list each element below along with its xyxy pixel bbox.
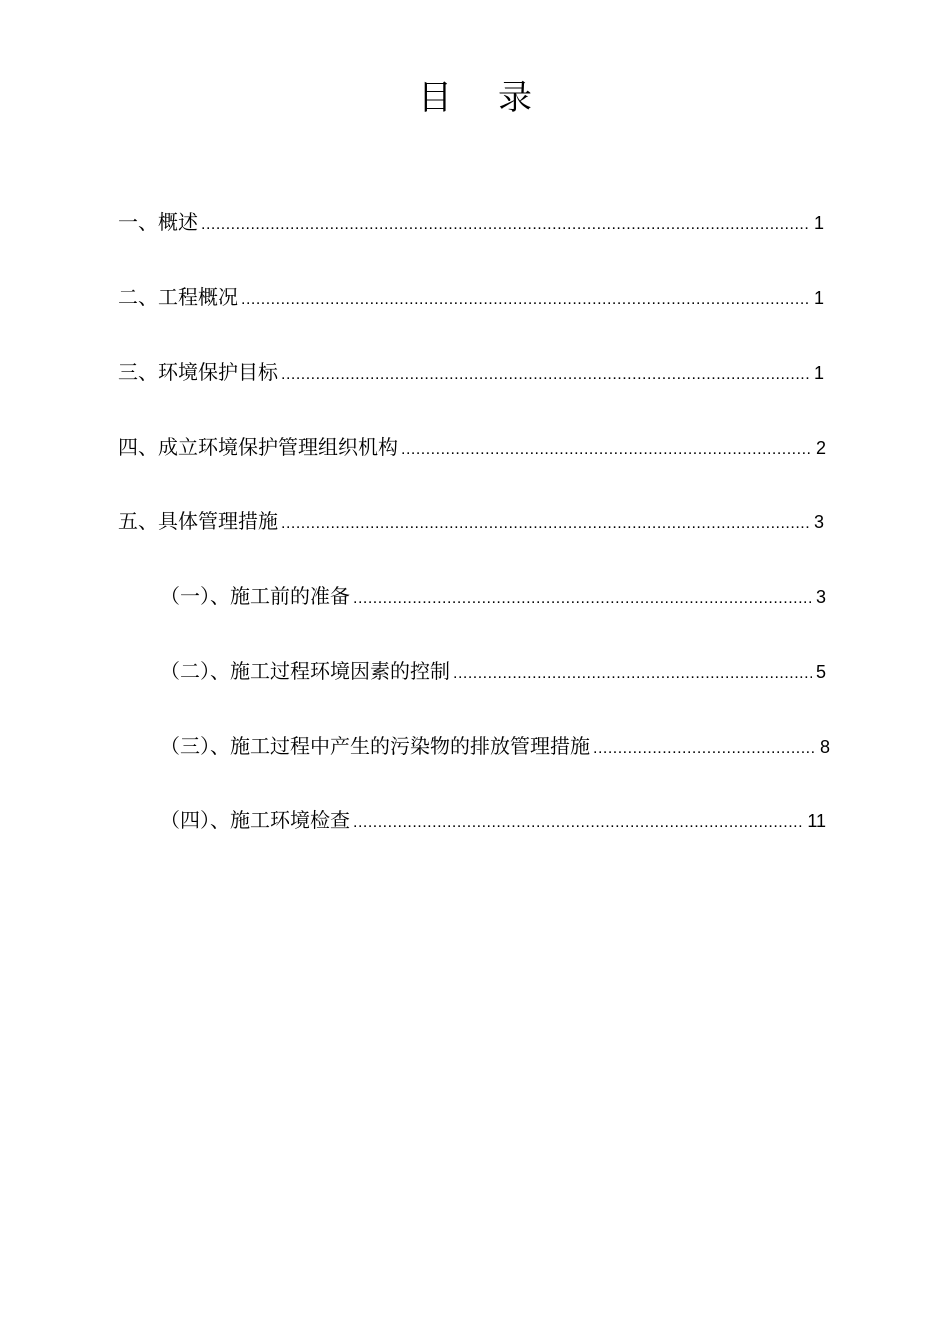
toc-dot-leader — [241, 285, 810, 315]
toc-entry-page: 1 — [813, 363, 824, 383]
toc-entry-page: 1 — [813, 213, 824, 233]
toc-entry-label: （四）、施工环境检查 — [160, 808, 350, 832]
toc-entry-5[interactable] — [118, 506, 824, 536]
toc-entry-4[interactable] — [118, 432, 826, 462]
toc-title: 目录 — [418, 78, 578, 118]
toc-dot-leader — [281, 360, 810, 390]
toc-entry-label: 一、概述 — [118, 210, 198, 234]
toc-entry-9[interactable] — [160, 805, 826, 835]
toc-entry-page: 11 — [807, 811, 826, 831]
toc-dot-leader — [201, 210, 810, 240]
toc-entry-page: 1 — [813, 288, 824, 308]
toc-entry-2[interactable] — [118, 282, 824, 312]
toc-entry-6[interactable] — [160, 581, 826, 611]
toc-entry-page: 2 — [815, 438, 826, 458]
toc-entry-label: 三、环境保护目标 — [118, 360, 278, 384]
toc-entry-label: 二、工程概况 — [118, 285, 238, 309]
toc-entry-1[interactable] — [118, 207, 824, 237]
toc-entry-label: （一）、施工前的准备 — [160, 584, 350, 608]
toc-dot-leader — [453, 659, 812, 689]
toc-entry-8[interactable] — [160, 731, 830, 761]
toc-dot-leader — [593, 734, 816, 764]
toc-dot-leader — [401, 435, 812, 465]
toc-entry-label: 五、具体管理措施 — [118, 509, 278, 533]
toc-entry-3[interactable] — [118, 357, 824, 387]
toc-entry-page: 5 — [815, 662, 826, 682]
toc-dot-leader — [281, 509, 810, 539]
toc-entry-label: （二）、施工过程环境因素的控制 — [160, 659, 450, 683]
toc-dot-leader — [353, 584, 812, 614]
toc-entry-label: （三）、施工过程中产生的污染物的排放管理措施 — [160, 734, 590, 758]
toc-dot-leader — [353, 808, 803, 838]
toc-entry-7[interactable] — [160, 656, 826, 686]
toc-entry-page: 8 — [819, 737, 830, 757]
toc-entry-page: 3 — [813, 512, 824, 532]
toc-entry-page: 3 — [815, 587, 826, 607]
toc-entry-label: 四、成立环境保护管理组织机构 — [118, 435, 398, 459]
